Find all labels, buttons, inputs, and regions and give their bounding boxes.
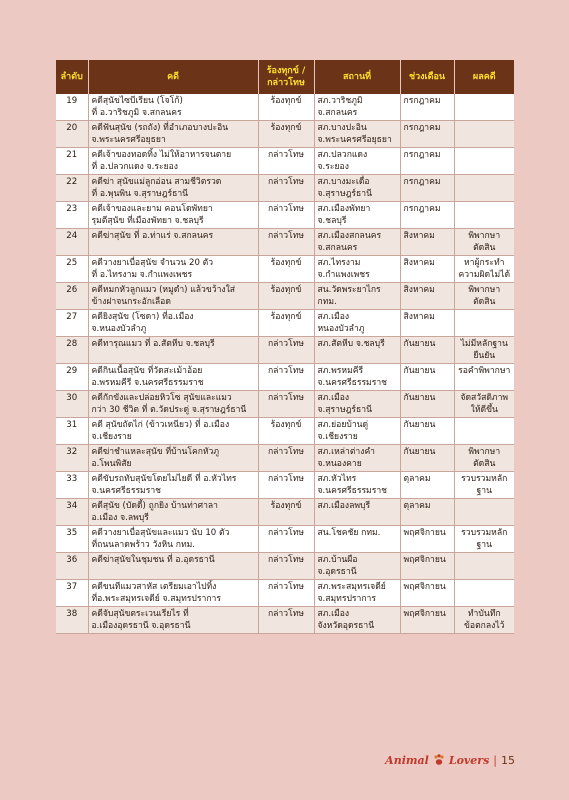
page-footer <box>385 752 515 768</box>
row-result: รวบรวมหลักฐาน <box>454 472 514 499</box>
row-period: สิงหาคม <box>400 310 454 337</box>
row-no: 23 <box>56 202 88 229</box>
row-result: พิพากษาตัดสิน <box>454 229 514 256</box>
row-case: คดีฟันสุนัข (รถถัง) ที่อำเภอบางปะอิน จ.พระนครศรีอยุธยา <box>88 121 258 148</box>
row-result <box>454 148 514 175</box>
row-result <box>454 310 514 337</box>
row-period: กรกฎาคม <box>400 175 454 202</box>
row-type: กล่าวโทษ <box>258 202 314 229</box>
row-case: คดีหมกหัวลูกแมว (หมูดำ) แล้วขว้างใส่ ข้างฝาจนกระอักเลือด <box>88 283 258 310</box>
row-type: กล่าวโทษ <box>258 526 314 553</box>
row-period: กันยายน <box>400 418 454 445</box>
row-case: คดีสุนัขไซบีเรียน (โจโก้) ที่ อ.วาริชภูมิ จ.สกลนคร <box>88 94 258 121</box>
row-case: คดีทารุณแมว ที่ อ.สัตหีบ จ.ชลบุรี <box>88 337 258 364</box>
row-case: คดีขนทีแมวสาหัส เตรียมเอาไปทิ้ง ที่อ.พระสมุทรเจดีย์ จ.สมุทรปราการ <box>88 580 258 607</box>
row-no: 28 <box>56 337 88 364</box>
row-type: ร้องทุกข์ <box>258 94 314 121</box>
row-type: กล่าวโทษ <box>258 580 314 607</box>
table-row <box>56 337 514 364</box>
row-case: คดีฆ่าชำแหละสุนัข ที่บ้านโคกหัวภู อ.โพนพิสัย <box>88 445 258 472</box>
row-no: 38 <box>56 607 88 634</box>
row-station: สภ.พระสมุทรเจดีย์ จ.สมุทรปราการ <box>314 580 400 607</box>
row-station: สภ.พรหมคีรี จ.นครศรีธรรมราช <box>314 364 400 391</box>
row-station: สภ.เมืองลพบุรี <box>314 499 400 526</box>
row-station: สภ.ปลวกแดง จ.ระยอง <box>314 148 400 175</box>
row-type: ร้องทุกข์ <box>258 499 314 526</box>
header-type: ร้องทุกข์ / กล่าวโทษ <box>258 60 314 94</box>
row-no: 35 <box>56 526 88 553</box>
row-result <box>454 580 514 607</box>
table-row <box>56 391 514 418</box>
row-station: สภ.ไทรงาม จ.กำแพงเพชร <box>314 256 400 283</box>
row-case: คดีสุนัข (บัดดี้) ถูกยิง บ้านท่าศาลา อ.เมือง จ.ลพบุรี <box>88 499 258 526</box>
row-no: 37 <box>56 580 88 607</box>
row-type: ร้องทุกข์ <box>258 283 314 310</box>
row-no: 21 <box>56 148 88 175</box>
table-header <box>56 60 514 94</box>
row-period: สิงหาคม <box>400 256 454 283</box>
row-no: 22 <box>56 175 88 202</box>
row-station: สภ.เมืองพัทยา จ.ชลบุรี <box>314 202 400 229</box>
row-type: กล่าวโทษ <box>258 391 314 418</box>
row-period: กันยายน <box>400 445 454 472</box>
table-body <box>56 94 514 634</box>
table-row <box>56 607 514 634</box>
table-row <box>56 229 514 256</box>
row-result: พิพากษาตัดสิน <box>454 445 514 472</box>
row-station: สภ.เมือง จ.สุราษฎร์ธานี <box>314 391 400 418</box>
row-period: พฤศจิกายน <box>400 553 454 580</box>
table-row <box>56 445 514 472</box>
table-row <box>56 553 514 580</box>
case-table-container <box>56 60 514 634</box>
row-station: สภ.หัวไทร จ.นครศรีธรรมราช <box>314 472 400 499</box>
header-no: ลำดับ <box>56 60 88 94</box>
row-station: สภ.บางปะอิน จ.พระนครศรีอยุธยา <box>314 121 400 148</box>
brand-name-part1: Animal <box>385 753 429 767</box>
row-result: รอคำพิพากษา <box>454 364 514 391</box>
row-case: คดีเจ้าของทอดทิ้ง ไม่ให้อาหารจนตาย ที่ อ.ปลวกแดง จ.ระยอง <box>88 148 258 175</box>
row-period: ตุลาคม <box>400 472 454 499</box>
row-type: กล่าวโทษ <box>258 445 314 472</box>
row-result <box>454 94 514 121</box>
row-result <box>454 553 514 580</box>
table-row <box>56 418 514 445</box>
row-no: 27 <box>56 310 88 337</box>
row-case: คดีวางยาเบื่อสุนัขและแมว นับ 10 ตัว ที่ถนนลาดพร้าว วังหิน กทม. <box>88 526 258 553</box>
table-row <box>56 472 514 499</box>
row-result <box>454 121 514 148</box>
row-result <box>454 499 514 526</box>
row-no: 32 <box>56 445 88 472</box>
row-period: สิงหาคม <box>400 283 454 310</box>
row-station: สภ.บ้านผือ จ.อุดรธานี <box>314 553 400 580</box>
row-case: คดีฆ่า สุนัขแม่ลูกอ่อน สามชีวิตรวด ที่ อ.พุนพิน จ.สุราษฎร์ธานี <box>88 175 258 202</box>
row-station: สภ.เมืองสกลนคร จ.สกลนคร <box>314 229 400 256</box>
table-row <box>56 283 514 310</box>
row-period: กรกฎาคม <box>400 202 454 229</box>
row-type: กล่าวโทษ <box>258 553 314 580</box>
row-no: 30 <box>56 391 88 418</box>
header-case: คดี <box>88 60 258 94</box>
row-period: กันยายน <box>400 391 454 418</box>
row-type: กล่าวโทษ <box>258 364 314 391</box>
row-type: ร้องทุกข์ <box>258 418 314 445</box>
row-no: 20 <box>56 121 88 148</box>
row-station: สภ.เหล่าต่างคำ จ.หนองคาย <box>314 445 400 472</box>
row-period: พฤศจิกายน <box>400 607 454 634</box>
table-row <box>56 364 514 391</box>
row-case: คดีเจ้าของและยาม คอนโดพัทยา รุมตีสุนัข ที่เมืองพัทยา จ.ชลบุรี <box>88 202 258 229</box>
table-row <box>56 310 514 337</box>
table-row <box>56 175 514 202</box>
row-result: รวบรวมหลักฐาน <box>454 526 514 553</box>
row-result: ทำบันทึก ข้อตกลงไว้ <box>454 607 514 634</box>
row-no: 26 <box>56 283 88 310</box>
row-station: สภ.เมือง จังหวัดอุดรธานี <box>314 607 400 634</box>
table-row <box>56 256 514 283</box>
table-row <box>56 121 514 148</box>
row-no: 25 <box>56 256 88 283</box>
row-type: ร้องทุกข์ <box>258 310 314 337</box>
row-case: คดีกักขังและปล่อยหิวโซ สุนัขและแมว กว่า 30 ชีวิต ที่ ต.วัดประดู่ จ.สุราษฎร์ธานี <box>88 391 258 418</box>
row-type: กล่าวโทษ <box>258 607 314 634</box>
row-case: คดีฆ่าสุนัขในชุมชน ที่ อ.อุดรธานี <box>88 553 258 580</box>
row-result: หาผู้กระทำ ความผิดไม่ได้ <box>454 256 514 283</box>
row-result: ไม่มีหลักฐานยืนยัน <box>454 337 514 364</box>
row-period: กรกฎาคม <box>400 148 454 175</box>
row-type: ร้องทุกข์ <box>258 121 314 148</box>
footer-separator: | <box>493 753 497 767</box>
row-station: สน.วัดพระยาไกร กทม. <box>314 283 400 310</box>
row-period: กันยายน <box>400 364 454 391</box>
row-type: กล่าวโทษ <box>258 472 314 499</box>
row-period: ตุลาคม <box>400 499 454 526</box>
header-station: สถานที่ <box>314 60 400 94</box>
table-row <box>56 148 514 175</box>
page-number: 15 <box>501 753 515 767</box>
row-station: สภ.เมือง หนองบัวลำภู <box>314 310 400 337</box>
row-result: พิพากษาตัดสิน <box>454 283 514 310</box>
row-station: สภ.บางมะเดื่อ จ.สุราษฎร์ธานี <box>314 175 400 202</box>
row-case: คดีกินเนื้อสุนัข ที่วัดสะเม้าอ้อย อ.พรหมคีรี จ.นครศรีธรรมราช <box>88 364 258 391</box>
row-type: กล่าวโทษ <box>258 337 314 364</box>
row-result <box>454 202 514 229</box>
row-type: ร้องทุกข์ <box>258 256 314 283</box>
case-table <box>56 60 514 634</box>
row-no: 19 <box>56 94 88 121</box>
table-row <box>56 94 514 121</box>
row-case: คดีฆ่าสุนัข ที่ อ.ท่าแร่ จ.สกลนคร <box>88 229 258 256</box>
table-row <box>56 202 514 229</box>
table-row <box>56 499 514 526</box>
row-period: กรกฎาคม <box>400 121 454 148</box>
row-case: คดียิงสุนัข (โซดา) ที่อ.เมือง จ.หนองบัวลำภู <box>88 310 258 337</box>
row-case: คดี สุนัขถัดไก่ (ข้าวเหนียว) ที่ อ.เมือง จ.เชียงราย <box>88 418 258 445</box>
row-no: 29 <box>56 364 88 391</box>
row-period: พฤศจิกายน <box>400 526 454 553</box>
row-station: สน.โชคชัย กทม. <box>314 526 400 553</box>
row-no: 34 <box>56 499 88 526</box>
row-type: กล่าวโทษ <box>258 148 314 175</box>
row-case: คดีจับสุนัขตระเวนเรียไร ที่ อ.เมืองอุดรธานี จ.อุดรธานี <box>88 607 258 634</box>
row-type: กล่าวโทษ <box>258 229 314 256</box>
row-result <box>454 418 514 445</box>
row-period: กันยายน <box>400 337 454 364</box>
row-result <box>454 175 514 202</box>
row-no: 33 <box>56 472 88 499</box>
row-result: จัดสวัสดิภาพ ให้ดีขึ้น <box>454 391 514 418</box>
row-no: 36 <box>56 553 88 580</box>
table-row <box>56 580 514 607</box>
header-result: ผลคดี <box>454 60 514 94</box>
row-period: สิงหาคม <box>400 229 454 256</box>
row-type: กล่าวโทษ <box>258 175 314 202</box>
row-station: สภ.สัตหีบ จ.ชลบุรี <box>314 337 400 364</box>
table-row <box>56 526 514 553</box>
header-period: ช่วงเดือน <box>400 60 454 94</box>
row-station: สภ.วาริชภูมิ จ.สกลนคร <box>314 94 400 121</box>
paw-logo-icon <box>433 754 445 766</box>
row-no: 24 <box>56 229 88 256</box>
brand-name-part2: Lovers <box>448 753 490 767</box>
row-case: คดีวางยาเบื่อสุนัข จำนวน 20 ตัว ที่ อ.ไทรงาม จ.กำแพงเพชร <box>88 256 258 283</box>
row-period: กรกฎาคม <box>400 94 454 121</box>
row-station: สภ.ย่อยบ้านดู่ จ.เชียงราย <box>314 418 400 445</box>
row-case: คดีขับรถทับสุนัขโดยไม่ไยดี ที่ อ.หัวไทร จ.นครศรีธรรมราช <box>88 472 258 499</box>
row-no: 31 <box>56 418 88 445</box>
row-period: พฤศจิกายน <box>400 580 454 607</box>
